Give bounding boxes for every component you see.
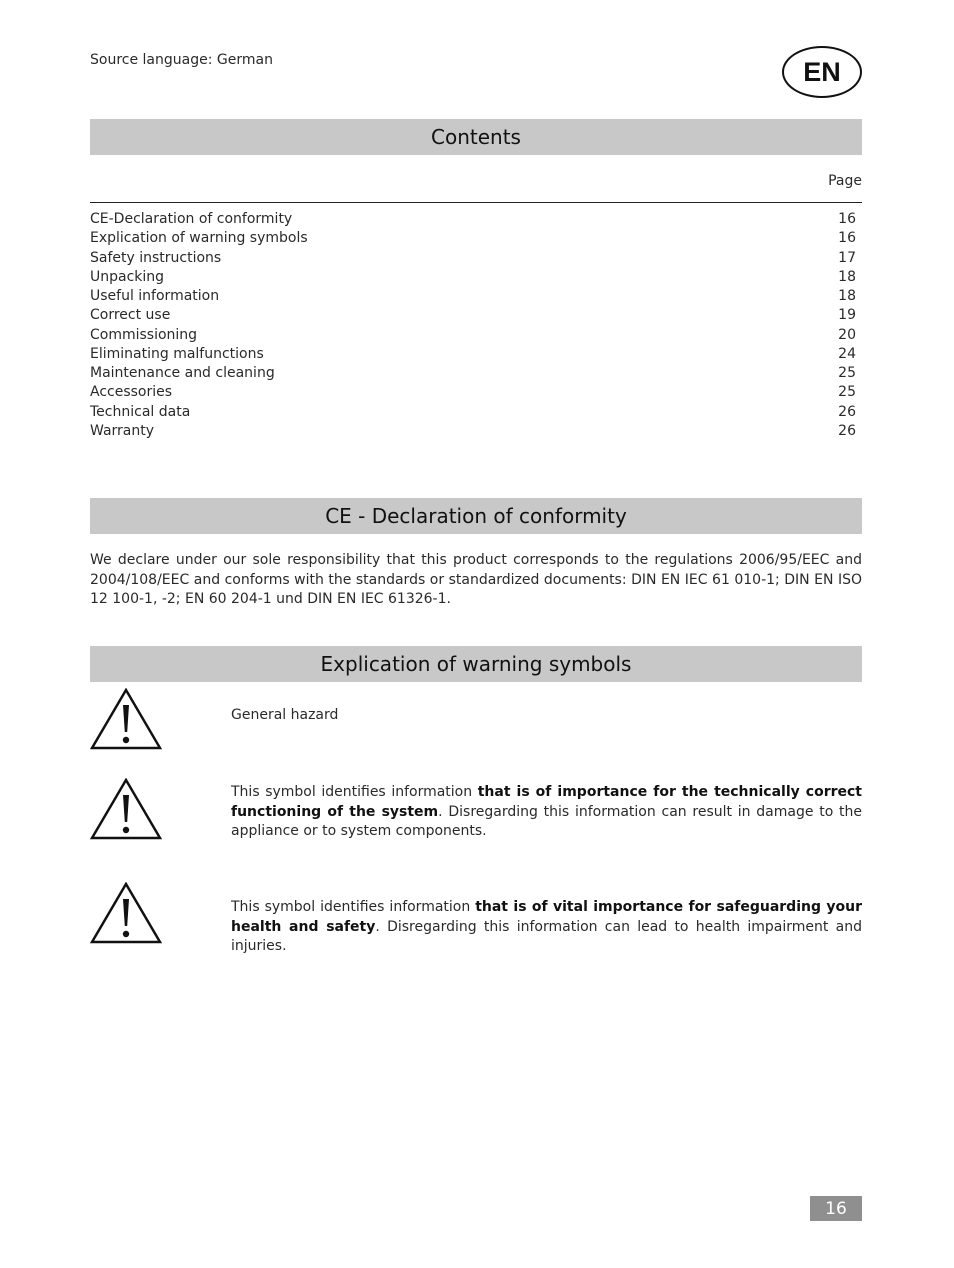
toc-entry-title: Commissioning — [90, 326, 198, 343]
toc-entry[interactable] — [90, 287, 856, 306]
toc-entry-page: 25 — [838, 384, 856, 401]
toc-entry[interactable] — [90, 326, 856, 345]
toc-entry-title: Correct use — [90, 307, 171, 324]
toc-entry-title: Eliminating malfunctions — [90, 345, 264, 362]
toc-entry[interactable] — [90, 403, 856, 422]
equipment-warning-icon — [90, 778, 162, 840]
page-column-label: Page — [828, 173, 862, 189]
warning-emphasis-text: that is of vital importance for safeguarding your health and safety — [231, 899, 862, 935]
table-of-contents — [90, 210, 856, 441]
toc-entry-title: Maintenance and cleaning — [90, 365, 275, 381]
warning-rest-text: . Disregarding this information can lead to health impairment and injuries. — [231, 918, 862, 954]
toc-entry[interactable] — [90, 210, 856, 229]
toc-entry-title: CE-Declaration of conformity — [90, 211, 293, 227]
toc-entry-title: Safety instructions — [90, 249, 222, 266]
toc-entry-page: 17 — [838, 249, 856, 266]
toc-entry-title: Useful information — [90, 288, 220, 304]
warning-emphasis-text: that is of importance for the technically correct functioning of the system — [231, 784, 862, 820]
toc-entry[interactable] — [90, 383, 856, 402]
source-language-note: Source language: German — [90, 52, 273, 68]
toc-divider — [90, 202, 862, 203]
toc-entry-page: 26 — [838, 403, 856, 420]
toc-entry[interactable] — [90, 249, 856, 268]
toc-entry-title: Warranty — [90, 422, 155, 439]
toc-entry-title: Explication of warning symbols — [90, 230, 308, 247]
ce-declaration-heading: CE - Declaration of conformity — [90, 498, 862, 534]
toc-entry-page: 20 — [838, 326, 856, 343]
warning-text-health-safety — [231, 898, 862, 957]
warning-plain-text: This symbol identifies information — [231, 899, 476, 915]
toc-entry-page: 16 — [838, 211, 856, 227]
toc-entry[interactable] — [90, 268, 856, 287]
contents-heading: Contents — [90, 119, 862, 155]
toc-entry[interactable] — [90, 306, 856, 325]
toc-entry[interactable] — [90, 364, 856, 383]
toc-entry-page: 25 — [838, 365, 856, 381]
toc-entry-page: 16 — [838, 230, 856, 247]
toc-entry-title: Accessories — [90, 384, 173, 401]
warning-plain-text: General hazard — [231, 707, 339, 723]
toc-entry-title: Unpacking — [90, 268, 165, 285]
warning-plain-text: This symbol identifies information — [231, 784, 478, 800]
toc-entry-page: 26 — [838, 422, 856, 439]
health-safety-warning-icon — [90, 882, 162, 944]
page-number: 16 — [810, 1196, 862, 1221]
warning-rest-text: . Disregarding this information can result in damage to the appliance or to system components. — [231, 803, 862, 839]
toc-entry-page: 24 — [838, 345, 856, 362]
warning-symbols-heading: Explication of warning symbols — [90, 646, 862, 682]
toc-entry[interactable] — [90, 422, 856, 441]
toc-entry[interactable] — [90, 345, 856, 364]
toc-entry-title: Technical data — [90, 403, 191, 420]
language-badge: EN — [782, 46, 862, 98]
toc-entry[interactable] — [90, 229, 856, 248]
toc-entry-page: 18 — [838, 288, 856, 304]
warning-text-general-hazard — [231, 706, 862, 726]
ce-declaration-text: We declare under our sole responsibility that this product corresponds to the regulations 2006/95/EEC and 2004/108/EEC and conforms with the standards or standardized documents: DIN EN IEC 61 010-1; DIN EN ISO 12 100-1, -2; EN 60 204-1 und DIN EN IEC 61326-1. — [90, 552, 862, 607]
toc-entry-page: 18 — [838, 268, 856, 285]
warning-text-equipment — [231, 783, 862, 842]
toc-entry-page: 19 — [838, 307, 856, 324]
general-hazard-icon — [90, 688, 162, 750]
